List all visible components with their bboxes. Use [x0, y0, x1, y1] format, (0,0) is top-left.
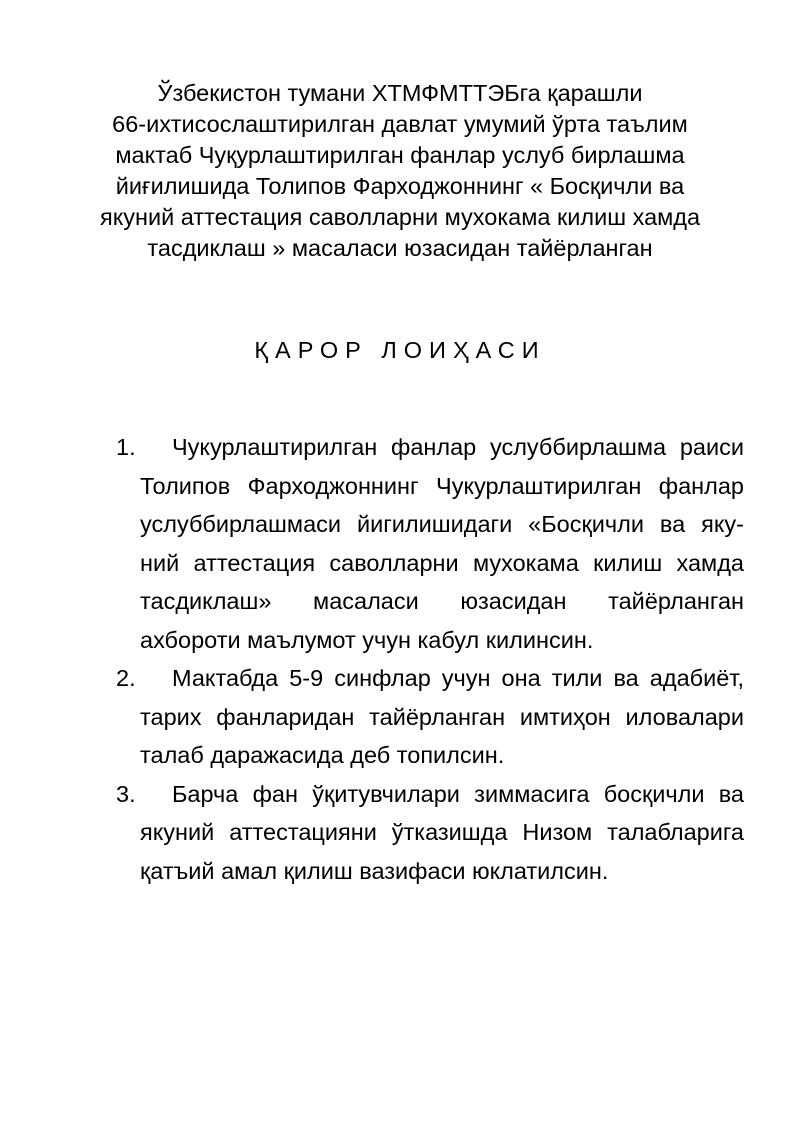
- item-number: 2.: [116, 665, 136, 691]
- item-number: 1.: [116, 434, 136, 460]
- item-line: Барча фан ўқитувчилари зиммасига босқичли ва: [172, 780, 744, 807]
- header-line: йиғилишида Толипов Фарходжоннинг « Босқичли ва: [115, 173, 685, 199]
- header-line: Ўзбекистон тумани ХТМФМТТЭБга қарашли: [157, 80, 643, 106]
- document-title: ҚАРОР ЛОИҲАСИ: [254, 337, 546, 363]
- header-line: 66-ихтисослаштирилган давлат умумий ўрта таълим: [112, 111, 688, 137]
- item-line: Чукурлаштирилган фанлар услуббирлашма раиси: [172, 434, 744, 460]
- decision-list: [116, 428, 744, 890]
- list-item: [116, 428, 744, 659]
- item-line: Толипов Фарходжоннинг Чукурлаштирилган фанлар: [140, 472, 744, 499]
- item-line: услуббирлашмаси йигилишидаги «Босқичли ва яку-: [140, 511, 744, 537]
- item-line: Мактабда 5-9 синфлар учун она тили ва адабиёт,: [172, 665, 744, 691]
- header-line: якуний аттестация саволларни мухокама килиш хамда: [100, 204, 701, 230]
- header-line: мактаб Чуқурлаштирилган фанлар услуб бирлашма: [115, 142, 685, 168]
- item-line: тасдиклаш» масаласи юзасидан тайёрланган: [140, 588, 744, 614]
- list-item: [116, 775, 744, 891]
- item-line: тарих фанларидан тайёрланган имтиҳон иловалари: [140, 703, 744, 730]
- item-line: ахбороти маълумот учун кабул килинсин.: [140, 626, 594, 653]
- document-header: [100, 78, 700, 264]
- item-number: 3.: [116, 780, 136, 807]
- item-line: талаб даражасида деб топилсин.: [140, 742, 505, 768]
- header-line: тасдиклаш » масаласи юзасидан тайёрланган: [147, 235, 653, 261]
- list-item: [116, 659, 744, 775]
- item-line: ний аттестация саволларни мухокама килиш хамда: [140, 549, 744, 576]
- item-line: қатъий амал қилиш вазифаси юклатилсин.: [140, 857, 609, 884]
- item-line: якуний аттестацияни ўтказишда Низом талабларига: [140, 819, 744, 845]
